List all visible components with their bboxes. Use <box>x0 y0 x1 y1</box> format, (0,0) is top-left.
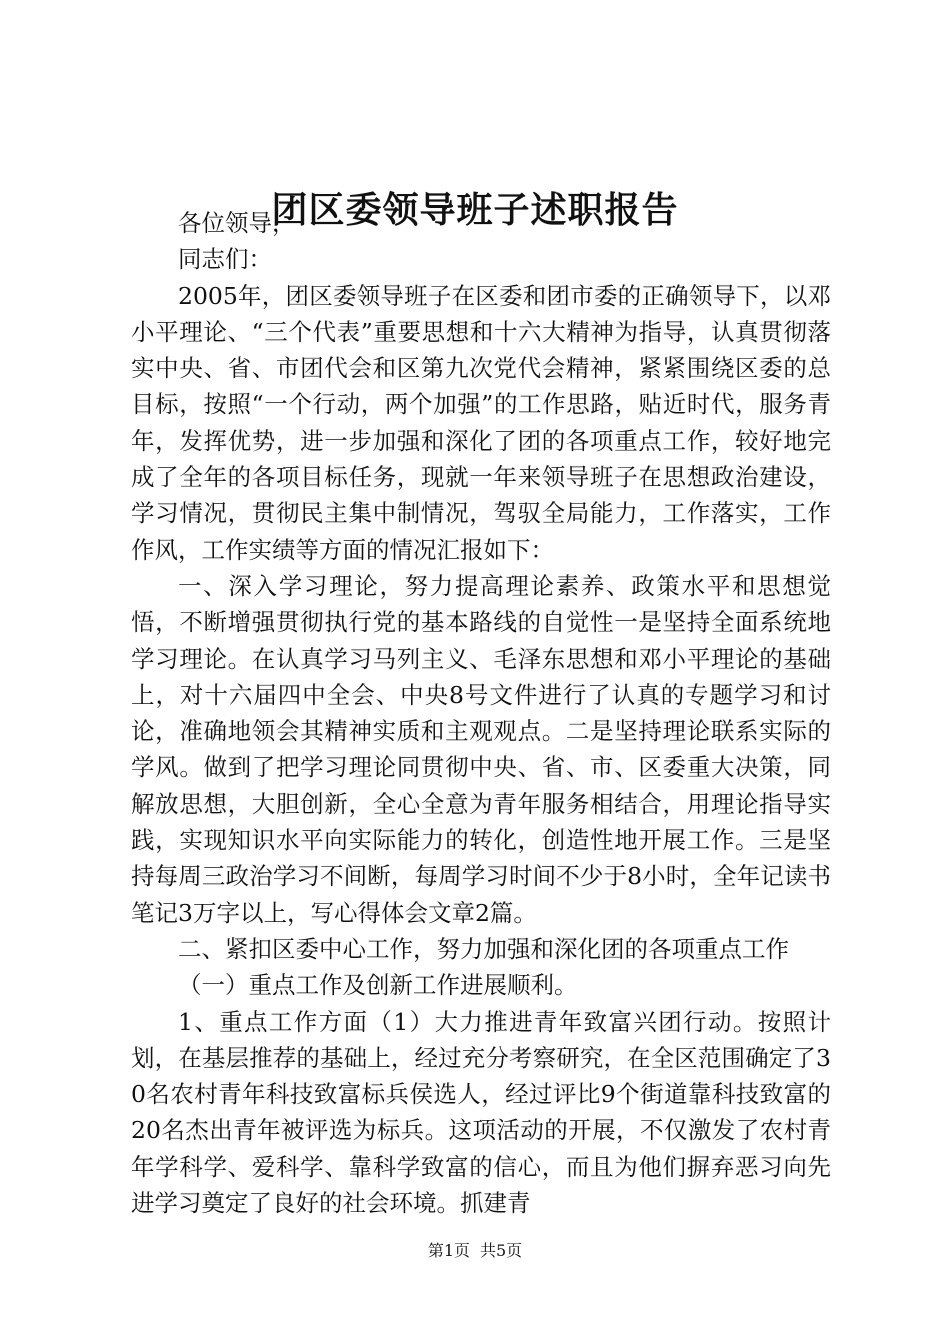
paragraph-section-one: 一、深入学习理论，努力提高理论素养、政策水平和思想觉悟，不断增强贯彻执行党的基本路线的自觉性一是坚持全面系统地学习理论。在认真学习马列主义、毛泽东思想和邓小平理论的基础上，对十六届四中全会、中央8号文件进行了认真的专题学习和讨论，准确地领会其精神实质和主观观点。二是坚持理论联系实际的学风。做到了把学习理论同贯彻中央、省、市、区委重大决策，同解放思想，大胆创新，全心全意为青年服务相结合，用理论指导实践，实现知识水平向实际能力的转化，创造性地开展工作。三是坚持每周三政治学习不间断，每周学习时间不少于8小时，全年记读书笔记3万字以上，写心得体会文章2篇。 <box>131 571 831 927</box>
paragraph-intro: 2005年，团区委领导班子在区委和团市委的正确领导下，以邓小平理论、“三个代表”重要思想和十六大精神为指导，认真贯彻落实中央、省、市团代会和区第九次党代会精神，紧紧围绕区委的总目标，按照“一个行动，两个加强”的工作思路，贴近时代，服务青年，发挥优势，进一步加强和深化了团的各项重点工作，较好地完成了全年的各项目标任务，现就一年来领导班子在思想政治建设，学习情况，贯彻民主集中制情况，驾驭全局能力，工作落实，工作作风，工作实绩等方面的情况汇报如下： <box>131 281 831 564</box>
salutation-comrades: 同志们： <box>178 245 272 274</box>
document-title: 团区委领导班子述职报告 <box>271 189 679 231</box>
paragraph-key-work-detail: 1、重点工作方面（1）大力推进青年致富兴团行动。按照计划，在基层推荐的基础上，经过充分考察研究，在全区范围确定了30名农村青年科技致富标兵侯选人，经过评比9个街道靠科技致富的20名杰出青年被评选为标兵。这项活动的开展，不仅激发了农村青年学科学、爱科学、靠科学致富的信心，而且为他们摒弃恶习向先进学习奠定了良好的社会环境。抓建青 <box>131 1007 831 1218</box>
document-body <box>131 205 831 1221</box>
page-footer <box>0 1239 950 1263</box>
page-number: 第1页 <box>427 1241 470 1260</box>
page-total: 共5页 <box>480 1241 523 1260</box>
subheading-key-work: （一）重点工作及创新工作进展顺利。 <box>178 971 578 1000</box>
heading-section-two: 二、紧扣区委中心工作，努力加强和深化团的各项重点工作 <box>178 934 789 963</box>
salutation-leaders: 各位领导， <box>178 209 296 237</box>
